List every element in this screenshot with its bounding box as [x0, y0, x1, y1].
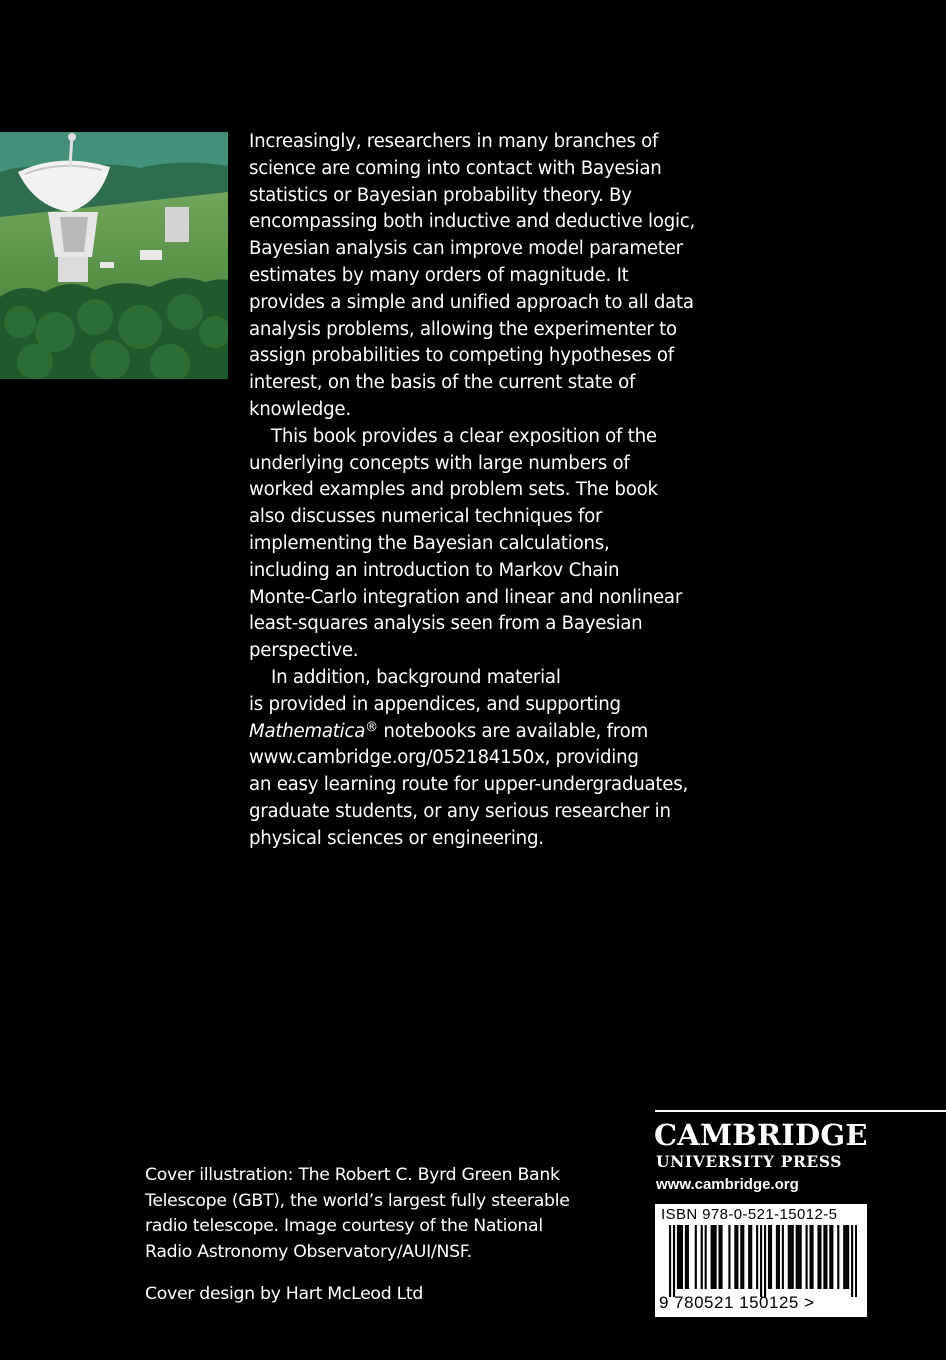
text-line: analysis problems, allowing the experimenter to — [249, 318, 677, 340]
publisher-name: CAMBRIDGE — [654, 1118, 868, 1152]
barcode-guard-bar — [764, 1225, 766, 1297]
barcode-bar — [831, 1225, 833, 1289]
barcode-guard-bar — [669, 1225, 671, 1297]
barcode-bar — [800, 1225, 802, 1289]
barcode-bar — [740, 1225, 742, 1289]
barcode-bar — [796, 1225, 798, 1289]
text-line: science are coming into contact with Bayesian — [249, 157, 662, 179]
barcode-bar — [728, 1225, 730, 1289]
barcode-bar — [718, 1225, 720, 1289]
text-line: Increasingly, researchers in many branches of — [249, 131, 659, 152]
text-line: assign probabilities to competing hypotheses of — [249, 345, 674, 367]
barcode-bar — [788, 1225, 790, 1289]
cover-illustration-credit — [145, 1163, 570, 1265]
barcode-bar — [792, 1225, 794, 1289]
barcode-bar — [679, 1225, 681, 1289]
barcode-bar — [756, 1225, 758, 1289]
barcode-bar — [711, 1225, 713, 1289]
description-paragraph-1 — [249, 129, 696, 424]
barcode-bar — [825, 1225, 827, 1289]
barcode-bar — [829, 1225, 831, 1289]
barcode-bar — [845, 1225, 847, 1289]
text-line: encompassing both inductive and deductive logic, — [249, 211, 696, 233]
barcode-bars — [669, 1225, 857, 1297]
description-paragraph-3 — [249, 665, 689, 853]
text-line: knowledge. — [249, 398, 351, 420]
credit-line: Cover illustration: The Robert C. Byrd Green Bank — [145, 1165, 560, 1185]
barcode-bar — [736, 1225, 738, 1289]
barcode-bar — [705, 1225, 707, 1289]
credit-line: Radio Astronomy Observatory/AUI/NSF. — [145, 1241, 472, 1262]
barcode-bar — [847, 1225, 849, 1289]
registered-mark: ® — [365, 719, 378, 735]
text-line: This book provides a clear exposition of the — [271, 425, 657, 447]
barcode-bar — [778, 1225, 780, 1289]
barcode-bar — [810, 1225, 812, 1289]
barcode-digits: 9 780521 150125 > — [659, 1293, 815, 1312]
barcode-bar — [742, 1225, 744, 1289]
barcode-bar — [776, 1225, 778, 1289]
text-line: is provided in appendices, and supporting — [249, 693, 621, 715]
barcode-bar — [837, 1225, 839, 1289]
text-line: Bayesian analysis can improve model parameter — [249, 238, 683, 260]
barcode-guard-bar — [673, 1225, 675, 1297]
text-line: physical sciences or engineering. — [249, 827, 544, 849]
text-line: estimates by many orders of magnitude. It — [249, 264, 629, 286]
mathematica-word: Mathematica — [249, 720, 366, 742]
telescope-illustration — [0, 132, 228, 379]
barcode-bar — [681, 1225, 683, 1289]
barcode-bar — [720, 1225, 722, 1289]
barcode-bar — [748, 1225, 750, 1289]
book-description — [249, 129, 696, 853]
isbn-label: ISBN 978-0-521-15012-5 — [661, 1206, 838, 1223]
text-line: provides a simple and unified approach to all data — [249, 291, 694, 313]
barcode-bar — [695, 1225, 697, 1289]
barcode-guard-bar — [851, 1225, 853, 1297]
text-line: perspective. — [249, 640, 359, 662]
barcode-bar — [811, 1225, 813, 1289]
publisher-divider — [655, 1110, 946, 1112]
barcode-bar — [823, 1225, 825, 1289]
barcode-bar — [685, 1225, 687, 1289]
barcode-bar — [798, 1225, 800, 1289]
text-line: In addition, background material — [271, 666, 561, 688]
telescope-photo — [0, 132, 228, 379]
text-line: graduate students, or any serious researcher in — [249, 800, 671, 822]
text-line: underlying concepts with large numbers of — [249, 452, 630, 474]
text-line: including an introduction to Markov Chain — [249, 559, 620, 581]
barcode-bar — [677, 1225, 679, 1289]
barcode-guard-bar — [855, 1225, 857, 1297]
credit-line: radio telescope. Image courtesy of the National — [145, 1216, 543, 1237]
barcode-bar — [817, 1225, 819, 1289]
text-fragment: notebooks are available, from — [377, 720, 648, 742]
text-line: worked examples and problem sets. The book — [249, 479, 658, 501]
barcode-guard-bar — [760, 1225, 762, 1297]
text-line: interest, on the basis of the current state of — [249, 372, 636, 394]
text-line: Monte-Carlo integration and linear and nonlinear — [249, 586, 683, 608]
barcode-bar — [715, 1225, 717, 1289]
text-line: least-squares analysis seen from a Bayesian — [249, 613, 643, 635]
barcode-bar — [806, 1225, 808, 1289]
text-line: an easy learning route for upper-undergraduates, — [249, 774, 689, 796]
text-line: www.cambridge.org/052184150x, providing — [249, 747, 639, 769]
barcode-bar — [713, 1225, 715, 1289]
barcode-bar — [819, 1225, 821, 1289]
barcode-bar — [790, 1225, 792, 1289]
text-line: statistics or Bayesian probability theory. By — [249, 184, 632, 206]
text-line — [249, 719, 689, 746]
barcode-bar — [734, 1225, 736, 1289]
credit-line: Telescope (GBT), the world’s largest fully steerable — [145, 1190, 570, 1211]
barcode-bar — [750, 1225, 752, 1289]
barcode-bar — [770, 1225, 772, 1289]
barcode-bar — [782, 1225, 784, 1289]
barcode-bar — [768, 1225, 770, 1289]
description-paragraph-2 — [249, 424, 689, 665]
publisher-url: www.cambridge.org — [656, 1176, 799, 1193]
publisher-subtitle: UNIVERSITY PRESS — [656, 1152, 843, 1171]
barcode-bar — [843, 1225, 845, 1289]
barcode-bar — [701, 1225, 703, 1289]
cover-design-credit: Cover design by Hart McLeod Ltd — [145, 1284, 424, 1304]
barcode-bar — [687, 1225, 689, 1289]
text-line: implementing the Bayesian calculations, — [249, 532, 610, 554]
text-line: also discusses numerical techniques for — [249, 506, 603, 528]
isbn-barcode — [655, 1204, 867, 1317]
